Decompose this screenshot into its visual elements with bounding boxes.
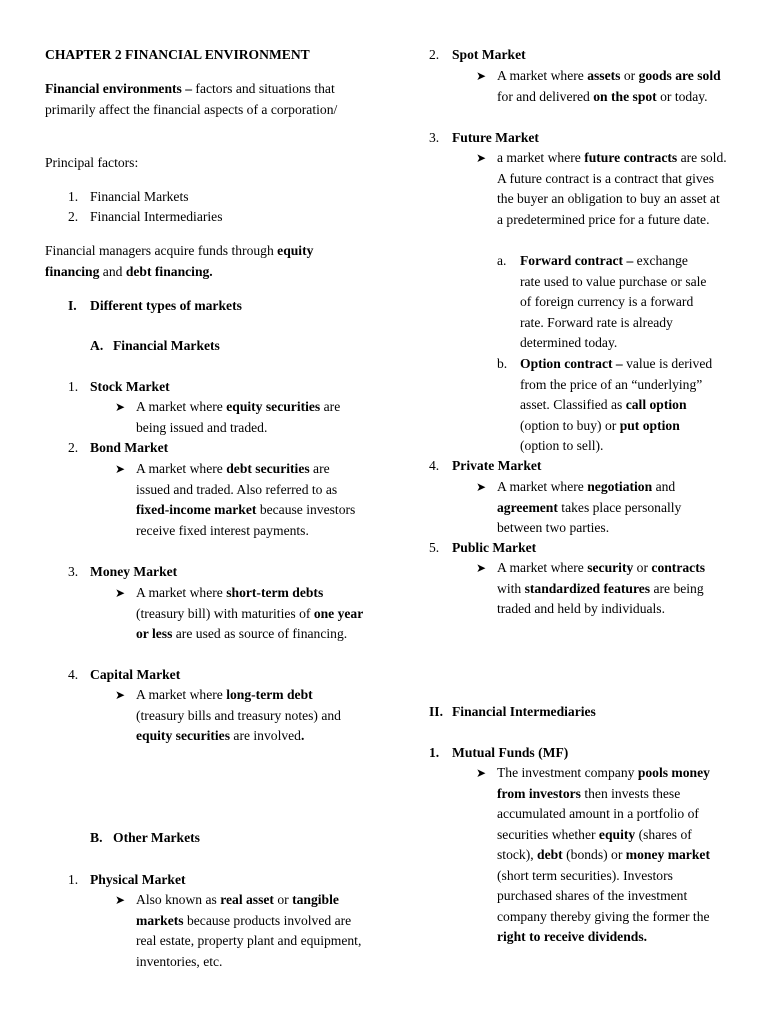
arrow-bullet-icon: ➤: [115, 893, 126, 907]
arrow-bullet-icon: ➤: [115, 688, 126, 702]
arrow-bullet-icon: ➤: [476, 151, 487, 165]
arrow-bullet-icon: ➤: [476, 480, 487, 494]
arrow-bullet-icon: ➤: [476, 561, 487, 575]
intro-paragraph: Financial environments – factors and situations that primarily affect the financial aspects of a corporation/: [45, 81, 338, 117]
acquire-paragraph: Financial managers acquire funds through equity financing and debt financing.: [45, 243, 314, 279]
arrow-bullet-icon: ➤: [115, 400, 126, 414]
arrow-bullet-icon: ➤: [115, 462, 126, 476]
arrow-bullet-icon: ➤: [115, 586, 126, 600]
arrow-bullet-icon: ➤: [476, 766, 487, 780]
arrow-bullet-icon: ➤: [476, 69, 487, 83]
chapter-title: CHAPTER 2 FINANCIAL ENVIRONMENT: [45, 47, 310, 62]
principal-factors-label: Principal factors:: [45, 155, 139, 170]
